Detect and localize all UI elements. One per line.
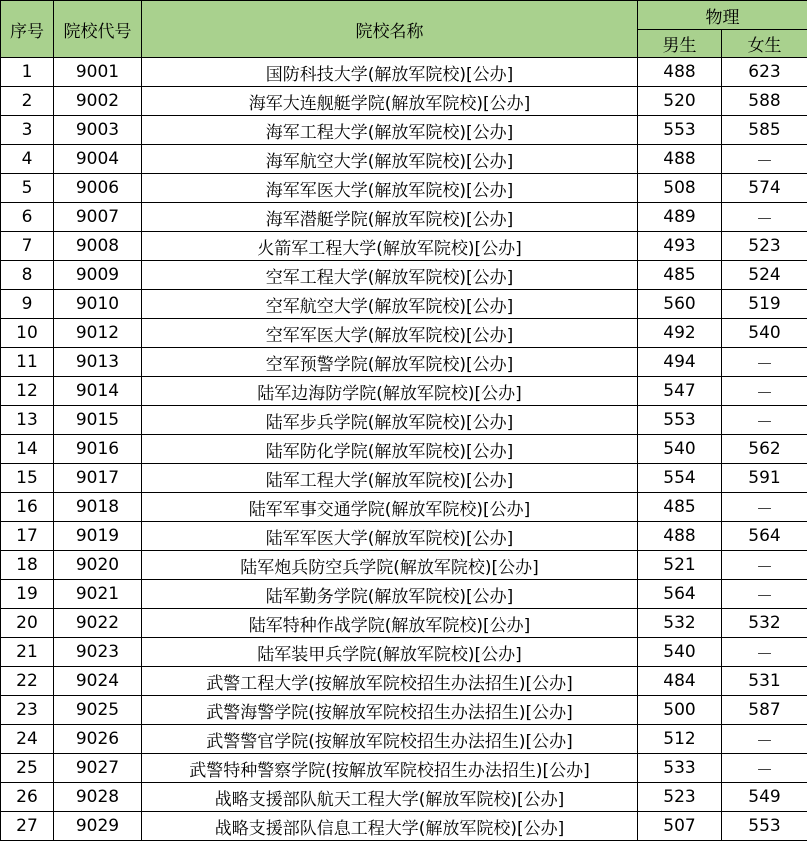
cell-female: －	[722, 638, 807, 667]
header-female: 女生	[722, 30, 807, 58]
cell-male: 547	[638, 377, 722, 406]
cell-seq: 4	[1, 145, 54, 174]
cell-name: 战略支援部队航天工程大学(解放军院校)[公办]	[142, 783, 638, 812]
cell-female: 540	[722, 319, 807, 348]
cell-male: 489	[638, 203, 722, 232]
cell-code: 9019	[54, 522, 142, 551]
cell-name: 火箭军工程大学(解放军院校)[公办]	[142, 232, 638, 261]
cell-code: 9009	[54, 261, 142, 290]
cell-male: 512	[638, 725, 722, 754]
cell-name: 陆军防化学院(解放军院校)[公办]	[142, 435, 638, 464]
cell-female: －	[722, 493, 807, 522]
cell-code: 9027	[54, 754, 142, 783]
cell-name: 陆军步兵学院(解放军院校)[公办]	[142, 406, 638, 435]
cell-code: 9024	[54, 667, 142, 696]
cell-male: 492	[638, 319, 722, 348]
cell-code: 9023	[54, 638, 142, 667]
table-row	[1, 580, 807, 609]
cell-name: 海军潜艇学院(解放军院校)[公办]	[142, 203, 638, 232]
cell-name: 武警警官学院(按解放军院校招生办法招生)[公办]	[142, 725, 638, 754]
header-seq: 序号	[1, 1, 54, 58]
table-row	[1, 319, 807, 348]
cell-seq: 26	[1, 783, 54, 812]
cell-male: 540	[638, 638, 722, 667]
cell-seq: 25	[1, 754, 54, 783]
cell-female: 523	[722, 232, 807, 261]
table-row	[1, 696, 807, 725]
cell-name: 武警海警学院(按解放军院校招生办法招生)[公办]	[142, 696, 638, 725]
table-row	[1, 667, 807, 696]
header-name: 院校名称	[142, 1, 638, 58]
cell-seq: 24	[1, 725, 54, 754]
table-row	[1, 812, 807, 841]
cell-seq: 13	[1, 406, 54, 435]
table-row	[1, 551, 807, 580]
cell-name: 空军预警学院(解放军院校)[公办]	[142, 348, 638, 377]
table-row	[1, 58, 807, 87]
cell-male: 553	[638, 406, 722, 435]
table-row	[1, 116, 807, 145]
cell-female: 574	[722, 174, 807, 203]
cell-male: 560	[638, 290, 722, 319]
cell-female: －	[722, 377, 807, 406]
cell-code: 9014	[54, 377, 142, 406]
table-row	[1, 174, 807, 203]
cell-female: 553	[722, 812, 807, 841]
cell-female: 588	[722, 87, 807, 116]
cell-seq: 14	[1, 435, 54, 464]
cell-seq: 22	[1, 667, 54, 696]
cell-male: 488	[638, 522, 722, 551]
cell-name: 国防科技大学(解放军院校)[公办]	[142, 58, 638, 87]
cell-male: 564	[638, 580, 722, 609]
cell-female: 585	[722, 116, 807, 145]
cell-seq: 1	[1, 58, 54, 87]
cell-code: 9007	[54, 203, 142, 232]
cell-male: 520	[638, 87, 722, 116]
cell-code: 9026	[54, 725, 142, 754]
table-row	[1, 464, 807, 493]
cell-code: 9016	[54, 435, 142, 464]
cell-female: －	[722, 725, 807, 754]
cell-seq: 5	[1, 174, 54, 203]
cell-name: 海军大连舰艇学院(解放军院校)[公办]	[142, 87, 638, 116]
cell-seq: 7	[1, 232, 54, 261]
table-row	[1, 725, 807, 754]
table-row	[1, 406, 807, 435]
table-row	[1, 493, 807, 522]
table-row	[1, 145, 807, 174]
cell-seq: 27	[1, 812, 54, 841]
cell-seq: 20	[1, 609, 54, 638]
cell-seq: 12	[1, 377, 54, 406]
cell-seq: 21	[1, 638, 54, 667]
cell-male: 532	[638, 609, 722, 638]
cell-male: 494	[638, 348, 722, 377]
cell-female: －	[722, 754, 807, 783]
table-row	[1, 377, 807, 406]
cell-female: －	[722, 145, 807, 174]
cell-male: 485	[638, 493, 722, 522]
cell-female: 591	[722, 464, 807, 493]
table-row	[1, 609, 807, 638]
cell-code: 9020	[54, 551, 142, 580]
cell-female: 549	[722, 783, 807, 812]
table-row	[1, 232, 807, 261]
cell-male: 507	[638, 812, 722, 841]
cell-female: 564	[722, 522, 807, 551]
cell-seq: 18	[1, 551, 54, 580]
table-row	[1, 348, 807, 377]
cell-seq: 3	[1, 116, 54, 145]
cell-code: 9002	[54, 87, 142, 116]
cell-name: 陆军装甲兵学院(解放军院校)[公办]	[142, 638, 638, 667]
cell-male: 484	[638, 667, 722, 696]
cell-male: 540	[638, 435, 722, 464]
cell-seq: 9	[1, 290, 54, 319]
cell-seq: 11	[1, 348, 54, 377]
cell-seq: 23	[1, 696, 54, 725]
cell-name: 陆军勤务学院(解放军院校)[公办]	[142, 580, 638, 609]
cell-name: 陆军边海防学院(解放军院校)[公办]	[142, 377, 638, 406]
cell-name: 空军军医大学(解放军院校)[公办]	[142, 319, 638, 348]
cell-male: 488	[638, 145, 722, 174]
cell-male: 493	[638, 232, 722, 261]
cell-code: 9013	[54, 348, 142, 377]
header-subject: 物理	[638, 1, 807, 30]
cell-name: 战略支援部队信息工程大学(解放军院校)[公办]	[142, 812, 638, 841]
cell-female: 531	[722, 667, 807, 696]
cell-male: 521	[638, 551, 722, 580]
cell-female: 623	[722, 58, 807, 87]
cell-name: 陆军工程大学(解放军院校)[公办]	[142, 464, 638, 493]
cell-code: 9004	[54, 145, 142, 174]
table-row	[1, 435, 807, 464]
cell-name: 空军航空大学(解放军院校)[公办]	[142, 290, 638, 319]
cell-code: 9029	[54, 812, 142, 841]
cell-seq: 19	[1, 580, 54, 609]
cell-name: 陆军炮兵防空兵学院(解放军院校)[公办]	[142, 551, 638, 580]
cell-code: 9006	[54, 174, 142, 203]
cell-male: 523	[638, 783, 722, 812]
cell-name: 海军工程大学(解放军院校)[公办]	[142, 116, 638, 145]
cell-male: 488	[638, 58, 722, 87]
cell-code: 9021	[54, 580, 142, 609]
cell-code: 9025	[54, 696, 142, 725]
cell-name: 武警特种警察学院(按解放军院校招生办法招生)[公办]	[142, 754, 638, 783]
cell-male: 500	[638, 696, 722, 725]
cell-seq: 16	[1, 493, 54, 522]
header-male: 男生	[638, 30, 722, 58]
cell-code: 9010	[54, 290, 142, 319]
cell-male: 508	[638, 174, 722, 203]
cell-female: 519	[722, 290, 807, 319]
cell-name: 陆军军医大学(解放军院校)[公办]	[142, 522, 638, 551]
cell-name: 武警工程大学(按解放军院校招生办法招生)[公办]	[142, 667, 638, 696]
cell-name: 陆军特种作战学院(解放军院校)[公办]	[142, 609, 638, 638]
header-code: 院校代号	[54, 1, 142, 58]
cell-name: 陆军军事交通学院(解放军院校)[公办]	[142, 493, 638, 522]
table-row	[1, 203, 807, 232]
table-row	[1, 290, 807, 319]
cell-name: 海军军医大学(解放军院校)[公办]	[142, 174, 638, 203]
cell-seq: 2	[1, 87, 54, 116]
cell-female: －	[722, 580, 807, 609]
cell-code: 9018	[54, 493, 142, 522]
cell-female: －	[722, 551, 807, 580]
cell-seq: 6	[1, 203, 54, 232]
cell-code: 9022	[54, 609, 142, 638]
table-row	[1, 638, 807, 667]
cell-male: 553	[638, 116, 722, 145]
cell-female: 562	[722, 435, 807, 464]
cell-name: 空军工程大学(解放军院校)[公办]	[142, 261, 638, 290]
cell-seq: 10	[1, 319, 54, 348]
cell-male: 554	[638, 464, 722, 493]
cell-name: 海军航空大学(解放军院校)[公办]	[142, 145, 638, 174]
cell-code: 9015	[54, 406, 142, 435]
cell-code: 9017	[54, 464, 142, 493]
cell-code: 9012	[54, 319, 142, 348]
cell-code: 9008	[54, 232, 142, 261]
cell-code: 9003	[54, 116, 142, 145]
cell-male: 485	[638, 261, 722, 290]
table-row	[1, 261, 807, 290]
cell-male: 533	[638, 754, 722, 783]
cell-female: －	[722, 203, 807, 232]
table-row	[1, 87, 807, 116]
cell-female: 524	[722, 261, 807, 290]
cell-seq: 17	[1, 522, 54, 551]
table-header	[1, 1, 807, 58]
cell-seq: 15	[1, 464, 54, 493]
cell-code: 9028	[54, 783, 142, 812]
table-body	[1, 58, 807, 841]
table-row	[1, 522, 807, 551]
cell-female: －	[722, 348, 807, 377]
cell-female: 532	[722, 609, 807, 638]
cell-female: 587	[722, 696, 807, 725]
cell-code: 9001	[54, 58, 142, 87]
table-row	[1, 754, 807, 783]
table-row	[1, 783, 807, 812]
cell-seq: 8	[1, 261, 54, 290]
cell-female: －	[722, 406, 807, 435]
